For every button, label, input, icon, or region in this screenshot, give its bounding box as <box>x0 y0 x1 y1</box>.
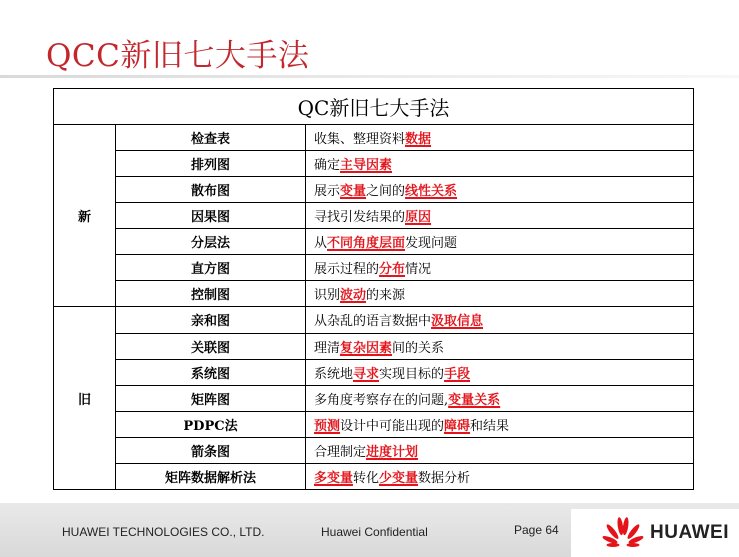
category-cell: 新 <box>54 125 116 307</box>
tool-description-cell <box>306 333 694 359</box>
table-row <box>54 411 694 437</box>
table-row <box>54 385 694 411</box>
description-text: 合理制定 <box>314 444 367 460</box>
table-row <box>54 281 694 307</box>
footer-page-number: Page 64 <box>514 523 559 537</box>
table-row <box>54 437 694 463</box>
tool-description-cell <box>306 125 694 151</box>
highlighted-keyword: 分布 <box>379 262 406 278</box>
tool-name-cell: 箭条图 <box>116 437 306 463</box>
highlighted-keyword: 不同角度层面 <box>327 236 406 252</box>
description-text: 实现目标的 <box>379 366 445 382</box>
footer-company: HUAWEI TECHNOLOGIES CO., LTD. <box>62 525 265 539</box>
tool-description-cell <box>306 177 694 203</box>
description-text: 系统地 <box>314 366 354 382</box>
description-text: 和结果 <box>470 418 510 434</box>
page-title: QCC新旧七大手法 <box>46 38 310 74</box>
highlighted-keyword: 数据 <box>405 132 432 148</box>
highlighted-keyword: 多变量 <box>314 470 354 486</box>
description-text: 之间的 <box>366 184 406 200</box>
footer-confidential: Huawei Confidential <box>321 525 428 539</box>
tool-description-cell <box>306 411 694 437</box>
description-text: 设计中可能出现的 <box>340 418 445 434</box>
highlighted-keyword: 主导因素 <box>340 158 393 174</box>
highlighted-keyword: 障碍 <box>444 418 471 434</box>
tool-description-cell <box>306 463 694 489</box>
table-row <box>54 255 694 281</box>
tool-description-cell <box>306 359 694 385</box>
tool-name-cell: 矩阵图 <box>116 385 306 411</box>
table-row <box>54 333 694 359</box>
huawei-logo-text: HUAWEI <box>650 522 729 543</box>
title-divider <box>0 75 739 78</box>
table-row <box>54 229 694 255</box>
highlighted-keyword: 手段 <box>444 366 471 382</box>
highlighted-keyword: 进度计划 <box>366 444 419 460</box>
description-text: 从杂乱的语言数据中 <box>314 314 432 330</box>
description-text: 寻找引发结果的 <box>314 210 406 226</box>
tool-name-cell: 控制图 <box>116 281 306 307</box>
methods-table <box>53 88 694 490</box>
tool-name-cell: 分层法 <box>116 229 306 255</box>
highlighted-keyword: 变量 <box>340 184 367 200</box>
description-text: 间的关系 <box>392 340 445 356</box>
tool-description-cell <box>306 229 694 255</box>
tool-description-cell <box>306 281 694 307</box>
highlighted-keyword: 寻求 <box>353 366 380 382</box>
highlighted-keyword: 预测 <box>314 418 341 434</box>
highlighted-keyword: 线性关系 <box>405 184 458 200</box>
highlighted-keyword: 变量关系 <box>448 392 501 408</box>
description-text: 理清 <box>314 340 341 356</box>
description-text: 情况 <box>405 262 432 278</box>
description-text: 数据分析 <box>418 470 471 486</box>
description-text: 展示 <box>314 184 341 200</box>
tool-description-cell <box>306 151 694 177</box>
table-title: QC新旧七大手法 <box>54 89 694 125</box>
tool-name-cell: 因果图 <box>116 203 306 229</box>
highlighted-keyword: 汲取信息 <box>431 314 484 330</box>
tool-name-cell: 排列图 <box>116 151 306 177</box>
highlighted-keyword: 复杂因素 <box>340 340 393 356</box>
table-row <box>54 151 694 177</box>
huawei-logo <box>571 509 739 557</box>
tool-name-cell: 关联图 <box>116 333 306 359</box>
tool-name-cell: 检查表 <box>116 125 306 151</box>
table-row <box>54 125 694 151</box>
tool-name-cell: 散布图 <box>116 177 306 203</box>
tool-name-cell: 矩阵数据解析法 <box>116 463 306 489</box>
tool-description-cell <box>306 203 694 229</box>
category-cell: 旧 <box>54 307 116 490</box>
description-text: 展示过程的 <box>314 262 380 278</box>
table-row <box>54 177 694 203</box>
description-text: 识别 <box>314 288 341 304</box>
tool-name-cell: 亲和图 <box>116 307 306 333</box>
table-row <box>54 359 694 385</box>
description-text: 多角度考察存在的问题, <box>314 392 449 408</box>
description-text: 发现问题 <box>405 236 458 252</box>
table-row <box>54 463 694 489</box>
tool-description-cell <box>306 255 694 281</box>
tool-description-cell <box>306 385 694 411</box>
description-text: 收集、整理资料 <box>314 132 406 148</box>
tool-description-cell <box>306 437 694 463</box>
tool-name-cell: 直方图 <box>116 255 306 281</box>
table-body <box>54 125 694 490</box>
footer <box>0 503 739 557</box>
table-row <box>54 203 694 229</box>
description-text: 确定 <box>314 158 341 174</box>
highlighted-keyword: 波动 <box>340 288 367 304</box>
highlighted-keyword: 少变量 <box>379 470 419 486</box>
table-header-row <box>54 89 694 125</box>
tool-description-cell <box>306 307 694 333</box>
table-row <box>54 307 694 333</box>
description-text: 的来源 <box>366 288 406 304</box>
tool-name-cell: 系统图 <box>116 359 306 385</box>
huawei-petal-logo-icon <box>601 517 645 549</box>
highlighted-keyword: 原因 <box>405 210 432 226</box>
description-text: 从 <box>314 236 328 252</box>
description-text: 转化 <box>353 470 380 486</box>
tool-name-cell: PDPC法 <box>116 411 306 437</box>
